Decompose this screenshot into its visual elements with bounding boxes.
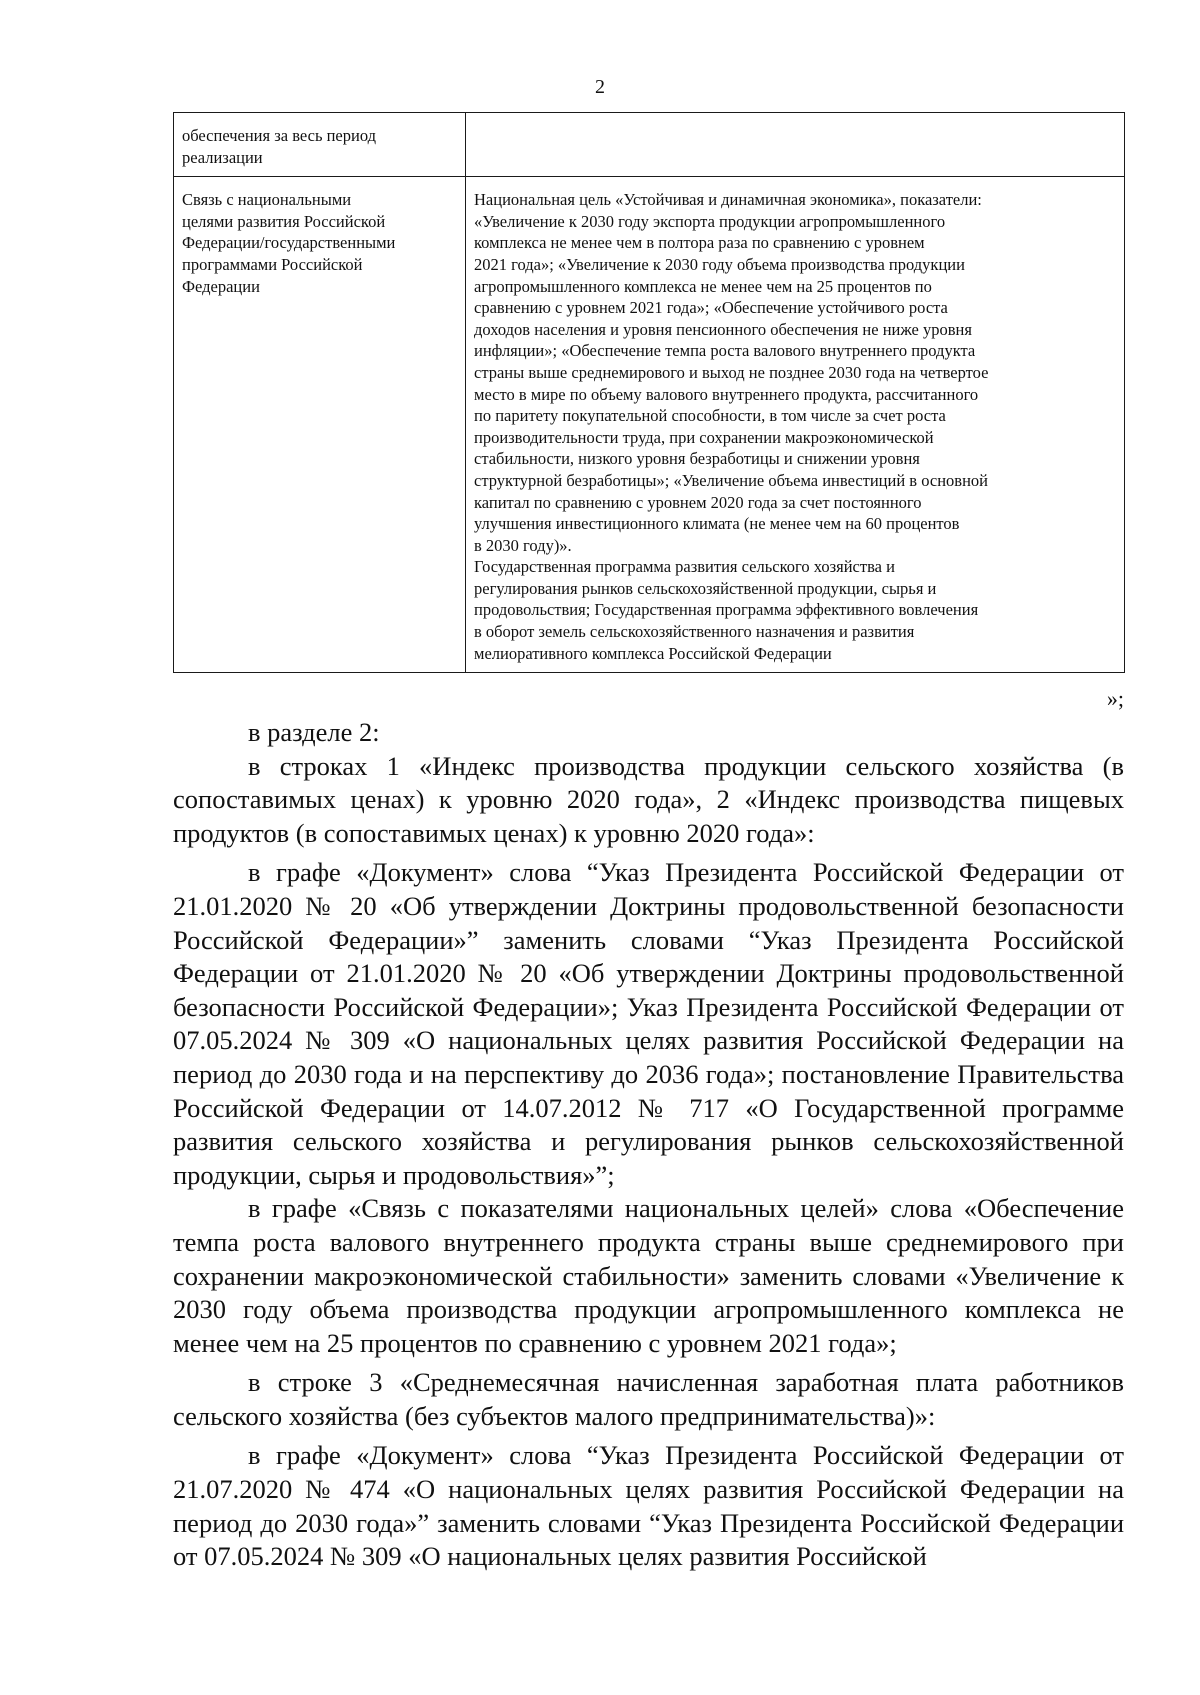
row2-label-cell [174, 177, 466, 673]
row2-value-cell [466, 177, 1125, 673]
cell-text-line: Федерации [182, 276, 260, 296]
cell-text-line: по паритету покупательной способности, в том числе за счет роста [474, 406, 946, 426]
section-heading: в разделе 2: [248, 717, 380, 747]
cell-text-line: регулирования рынков сельскохозяйственной продукции, сырья и [474, 578, 937, 598]
body-text [173, 716, 1124, 1574]
paragraph: в графе «Документ» слова “Указ Президента Российской Федерации от 21.01.2020 № 20 «Об утверждении Доктрины продовольственной безопасности Российской Федерации»” заменить словами “Указ Президента Российской Федерации от 21.01.2020 № 20 «Об утверждении Доктрины продовольственной безопасности Российской Федерации»; Указ Президента Российской Федерации от 07.05.2024 № 309 «О национальных целях развития Российской Федерации на период до 2030 года и на перспективу до 2036 года»; постановление Правительства Российской Федерации от 14.07.2012 № 717 «О Государственной программе развития сельского хозяйства и регулирования рынков сельскохозяйственной продукции, сырья и продовольствия»”; [173, 857, 1124, 1190]
cell-text-line: структурной безработицы»; «Увеличение объема инвестиций в основной [474, 470, 988, 490]
cell-text-line: комплекса не менее чем в полтора раза по сравнению с уровнем [474, 233, 925, 253]
cell-text-line: стабильности, низкого уровня безработицы и снижении уровня [474, 449, 920, 469]
cell-text-line: место в мире по объему валового внутреннего продукта, рассчитанного [474, 384, 979, 404]
paragraph: в графе «Связь с показателями национальных целей» слова «Обеспечение темпа роста валового внутреннего продукта страны выше среднемирового при сохранении макроэкономической стабильности» заменить словами «Увеличение к 2030 году объема производства продукции агропромышленного комплекса не менее чем на 25 процентов по сравнению с уровнем 2021 года»; [173, 1193, 1124, 1358]
cell-text-line: Связь с национальными [182, 190, 352, 210]
goals-table [173, 112, 1125, 673]
cell-text-line: улучшения инвестиционного климата (не менее чем на 60 процентов [474, 514, 960, 534]
cell-text-line: обеспечения за весь период [182, 126, 376, 145]
cell-text-line: инфляции»; «Обеспечение темпа роста валового внутреннего продукта [474, 341, 976, 361]
cell-text-line: Государственная программа развития сельского хозяйства и [474, 557, 895, 577]
paragraph: в строке 3 «Среднемесячная начисленная заработная плата работников сельского хозяйства (без субъектов малого предпринимательства)»: [173, 1367, 1124, 1431]
paragraph: в графе «Документ» слова “Указ Президента Российской Федерации от 21.07.2020 № 474 «О национальных целях развития Российской Федерации на период до 2030 года»” заменить словами “Указ Президента Российской Федерации от 07.05.2024 № 309 «О национальных целях развития Российской [173, 1440, 1124, 1572]
cell-text-line: реализации [182, 147, 263, 167]
table-row [174, 177, 1125, 673]
row1-value-cell [466, 113, 1125, 177]
row1-label-cell [174, 113, 466, 177]
cell-text-line: агропромышленного комплекса не менее чем на 25 процентов по [474, 276, 932, 296]
cell-text-line: продовольствия; Государственная программа эффективного вовлечения [474, 600, 979, 620]
cell-text-line: в оборот земель сельскохозяйственного назначения и развития [474, 622, 915, 642]
page-number: 2 [595, 76, 605, 98]
closing-quote: »; [1106, 686, 1124, 711]
cell-text-line: в 2030 году)». [474, 535, 572, 555]
table-row [174, 113, 1125, 177]
cell-text-line: сравнению с уровнем 2021 года»; «Обеспечение устойчивого роста [474, 298, 948, 318]
cell-text-line: программами Российской [182, 254, 363, 274]
cell-text-line: Национальная цель «Устойчивая и динамичная экономика», показатели: [474, 190, 982, 210]
cell-text-line: производительности труда, при сохранении макроэкономической [474, 427, 934, 447]
cell-text-line: мелиоративного комплекса Российской Федерации [474, 643, 832, 663]
cell-text-line: доходов населения и уровня пенсионного обеспечения не ниже уровня [474, 319, 972, 339]
cell-text-line: 2021 года»; «Увеличение к 2030 году объема производства продукции [474, 254, 965, 274]
cell-text-line: Федерации/государственными [182, 233, 396, 253]
cell-text-line: капитал по сравнению с уровнем 2020 года за счет постоянного [474, 492, 922, 512]
cell-text-line: целями развития Российской [182, 211, 386, 231]
cell-text-line: «Увеличение к 2030 году экспорта продукции агропромышленного [474, 211, 946, 231]
paragraph: в строках 1 «Индекс производства продукции сельского хозяйства (в сопоставимых ценах) к уровню 2020 года», 2 «Индекс производства пищевых продуктов (в сопоставимых ценах) к уровню 2020 года»: [173, 750, 1124, 848]
cell-text-line: страны выше среднемирового и выход не позднее 2030 года на четвертое [474, 362, 989, 382]
